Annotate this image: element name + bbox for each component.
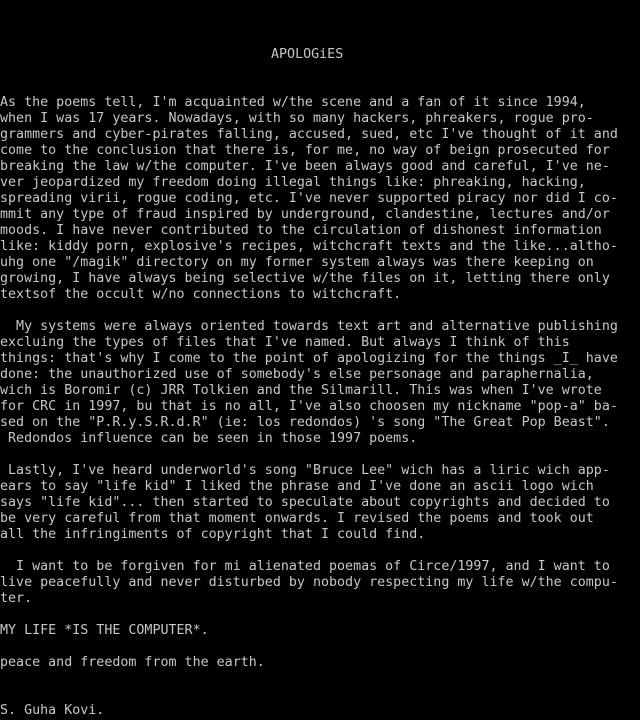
document-title: APOLOGiES (271, 47, 344, 62)
text-line: Redondos influence can be seen in those 1997 poems. (0, 431, 418, 446)
text-line: growing, I have always being selective w/the files on it, letting there only (0, 271, 610, 286)
text-line: textsof the occult w/no connections to witchcraft. (0, 287, 402, 302)
text-line: As the poems tell, I'm acquainted w/the scene and a fan of it since 1994, (0, 95, 586, 110)
text-line: ears to say "life kid" I liked the phrase and I've done an ascii logo wich (0, 479, 594, 494)
text-line: be very careful from that moment onwards. I revised the poems and took out (0, 511, 594, 526)
text-line: excluing the types of files that I've named. But always I think of this (0, 335, 570, 350)
text-line: says "life kid"... then started to speculate about copyrights and decided to (0, 495, 610, 510)
text-line: live peacefully and never disturbed by nobody respecting my life w/the compu- (0, 575, 618, 590)
text-line: spreading virii, rogue coding, etc. I've never supported piracy nor did I co- (0, 191, 618, 206)
text-line: ver jeopardized my freedom doing illegal things like: phreaking, hacking, (0, 175, 586, 190)
text-line: I want to be forgiven for mi alienated poemas of Circe/1997, and I want to (0, 559, 610, 574)
peace-statement: peace and freedom from the earth. (0, 655, 265, 670)
text-line: sed on the "P.R.y.S.R.d.R" (ie: los redondos) 's song "The Great Pop Beast". (0, 415, 610, 430)
text-line: things: that's why I come to the point of apologizing for the things _I_ have (0, 351, 618, 366)
text-line: moods. I have never contributed to the circulation of dishonest information (0, 223, 602, 238)
life-statement: MY LIFE *IS THE COMPUTER*. (0, 623, 209, 638)
text-line: grammers and cyber-pirates falling, accused, sued, etc I've thought of it and (0, 127, 618, 142)
text-line: when I was 17 years. Nowadays, with so many hackers, phreakers, rogue pro- (0, 111, 594, 126)
text-line: for CRC in 1997, bu that is no all, I've also choosen my nickname "pop-a" ba- (0, 399, 618, 414)
text-line: come to the conclusion that there is, for me, no way of beign prosecuted for (0, 143, 610, 158)
text-line: breaking the law w/the computer. I've been always good and careful, I've ne- (0, 159, 610, 174)
text-line: uhg one "/magik" directory on my former system always was there keeping on (0, 255, 594, 270)
text-line: My systems were always oriented towards text art and alternative publishing (0, 319, 618, 334)
text-line: done: the unauthorized use of somebody's else personage and paraphernalia, (0, 367, 594, 382)
text-line: ter. (0, 591, 33, 606)
text-line: all the infringiments of copyright that I could find. (0, 527, 426, 542)
text-line: Lastly, I've heard underworld's song "Bruce Lee" wich has a liric wich app- (0, 463, 610, 478)
text-line: mmit any type of fraud inspired by underground, clandestine, lectures and/or (0, 207, 610, 222)
signature: S. Guha Kovi. (0, 703, 105, 718)
text-line: wich is Boromir (c) JRR Tolkien and the Silmarill. This was when I've wrote (0, 383, 602, 398)
text-line: like: kiddy porn, explosive's recipes, witchcraft texts and the like...altho- (0, 239, 618, 254)
